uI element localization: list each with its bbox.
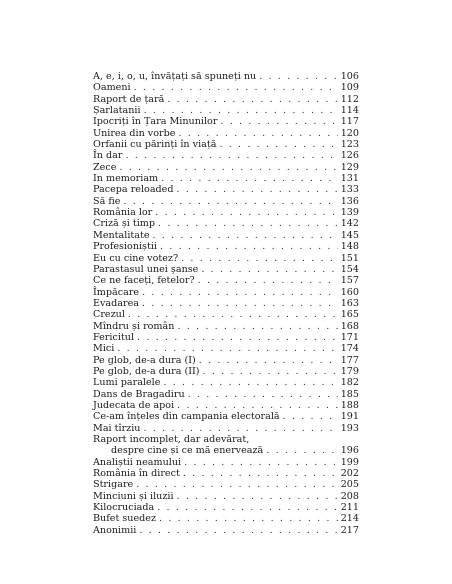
toc-entry bbox=[93, 253, 359, 264]
toc-dot-leader bbox=[259, 71, 338, 82]
toc-entry-title: Bufet suedez bbox=[93, 513, 157, 525]
toc-dot-leader bbox=[163, 377, 337, 388]
toc-entry bbox=[93, 71, 359, 82]
toc-entry-page: 117 bbox=[340, 116, 359, 128]
toc-entry-page: 214 bbox=[340, 513, 359, 525]
toc-entry-page: 202 bbox=[340, 468, 359, 480]
toc-entry bbox=[93, 230, 359, 241]
toc-dot-leader bbox=[158, 218, 338, 229]
toc-dot-leader bbox=[139, 525, 337, 536]
toc-dot-leader bbox=[220, 116, 337, 127]
toc-entry-page: 120 bbox=[340, 127, 359, 139]
toc-entry-page: 163 bbox=[340, 297, 359, 309]
toc-entry-page: 196 bbox=[340, 445, 359, 457]
toc-entry bbox=[93, 513, 359, 524]
toc-entry-page: 191 bbox=[340, 411, 359, 423]
toc-entry bbox=[93, 94, 359, 105]
toc-entry-page: 136 bbox=[340, 195, 359, 207]
toc-entry bbox=[93, 264, 359, 275]
toc-entry-page: 168 bbox=[340, 320, 359, 332]
toc-entry-page: 171 bbox=[340, 331, 359, 343]
toc-entry-page: 123 bbox=[340, 139, 359, 151]
toc-dot-leader bbox=[137, 332, 338, 343]
toc-dot-leader bbox=[134, 82, 338, 93]
toc-entry bbox=[93, 287, 359, 298]
toc-entry bbox=[93, 525, 359, 536]
toc-entry bbox=[93, 389, 359, 400]
toc-entry-page: 151 bbox=[340, 252, 359, 264]
toc-entry bbox=[93, 218, 359, 229]
toc-entry-page: 217 bbox=[340, 524, 359, 536]
toc-entry-title: Mentalitate bbox=[93, 229, 150, 241]
toc-entry-title: Pacepa reloaded bbox=[93, 184, 174, 196]
toc-entry-title: Mîndru și român bbox=[93, 320, 175, 332]
toc-entry bbox=[93, 196, 359, 207]
toc-dot-leader bbox=[177, 321, 337, 332]
toc-entry bbox=[93, 116, 359, 127]
toc-entry bbox=[93, 491, 359, 502]
toc-dot-leader bbox=[183, 468, 338, 479]
toc-dot-leader bbox=[167, 94, 337, 105]
toc-entry-page: 114 bbox=[340, 105, 359, 117]
toc-dot-leader bbox=[184, 457, 338, 468]
toc-entry-title: Raport de țară bbox=[93, 93, 165, 105]
toc-entry-title: Pe glob, de-a dura (I) bbox=[93, 354, 196, 366]
toc-entry bbox=[93, 423, 359, 434]
toc-dot-leader bbox=[119, 162, 337, 173]
toc-dot-leader bbox=[199, 355, 338, 366]
toc-entry-title: În dar bbox=[93, 150, 123, 162]
toc-entry-title-line2: despre cine și ce mă enervează bbox=[111, 445, 264, 457]
toc-entry bbox=[93, 355, 359, 366]
toc-entry bbox=[93, 400, 359, 411]
toc-entry bbox=[93, 502, 359, 513]
toc-entry bbox=[93, 139, 359, 150]
toc-entry bbox=[93, 309, 359, 320]
toc-entry-title: Zece bbox=[93, 161, 117, 173]
toc-entry bbox=[93, 479, 359, 490]
toc-entry-title: Anonimii bbox=[93, 524, 137, 536]
toc-dot-leader bbox=[136, 479, 337, 490]
toc-list bbox=[93, 457, 359, 536]
toc-entry-title: Oameni bbox=[93, 82, 131, 94]
toc-entry bbox=[93, 162, 359, 173]
toc-entry bbox=[93, 411, 359, 422]
toc-entry bbox=[93, 128, 359, 139]
toc-entry-title: Strigare bbox=[93, 479, 134, 491]
toc-entry bbox=[93, 105, 359, 116]
toc-dot-leader bbox=[198, 275, 338, 286]
toc-dot-leader bbox=[219, 139, 337, 150]
toc-entry bbox=[93, 468, 359, 479]
toc-dot-leader bbox=[283, 411, 338, 422]
toc-entry-title: Fericitul bbox=[93, 331, 135, 343]
toc-entry-title: Orfanii cu părinți în viață bbox=[93, 139, 217, 151]
toc-dot-leader bbox=[203, 366, 338, 377]
toc-entry-title: Lumi paralele bbox=[93, 377, 161, 389]
toc-entry-title: Șarlatanii bbox=[93, 105, 141, 117]
toc-entry bbox=[93, 173, 359, 184]
toc-entry bbox=[93, 82, 359, 93]
toc-dot-leader bbox=[117, 343, 337, 354]
toc-entry-title: Minciuni și iluzii bbox=[93, 490, 174, 502]
toc-entry-page: 157 bbox=[340, 275, 359, 287]
toc-dot-leader bbox=[155, 207, 337, 218]
toc-dot-leader bbox=[142, 287, 338, 298]
toc-entry bbox=[93, 377, 359, 388]
toc-entry bbox=[93, 275, 359, 286]
toc-entry-page: 208 bbox=[340, 490, 359, 502]
toc-entry-title: A, e, i, o, u, învățați să spuneți nu bbox=[93, 71, 257, 82]
toc-entry-title: Evadarea bbox=[93, 297, 139, 309]
toc-entry-title: Analiștii neamului bbox=[93, 456, 182, 468]
toc-entry-page: 126 bbox=[340, 150, 359, 162]
toc-entry-page: 199 bbox=[340, 456, 359, 468]
toc-dot-leader bbox=[160, 241, 338, 252]
toc-entry-page: 145 bbox=[340, 229, 359, 241]
toc-dot-leader bbox=[157, 502, 337, 513]
toc-entry bbox=[93, 207, 359, 218]
toc-entry-title: Dans de Bragadiru bbox=[93, 388, 185, 400]
toc-entry-multiline bbox=[93, 434, 359, 457]
toc-entry-line2-row bbox=[93, 445, 359, 456]
toc-entry bbox=[93, 457, 359, 468]
toc-entry-page: 112 bbox=[340, 93, 359, 105]
toc-dot-leader bbox=[142, 298, 338, 309]
toc-dot-leader bbox=[143, 423, 337, 434]
toc-entry-page: 142 bbox=[340, 218, 359, 230]
toc-entry-title: Crezul bbox=[93, 309, 125, 321]
toc-entry-page: 165 bbox=[340, 309, 359, 321]
toc-entry-title: Împăcare bbox=[93, 286, 140, 298]
toc-entry-page: 139 bbox=[340, 207, 359, 219]
toc-dot-leader bbox=[153, 230, 338, 241]
toc-entry-page: 177 bbox=[340, 354, 359, 366]
table-of-contents bbox=[93, 71, 359, 536]
toc-entry-title: Judecata de apoi bbox=[93, 399, 175, 411]
toc-dot-leader bbox=[123, 196, 337, 207]
toc-entry-title: Să fie bbox=[93, 195, 121, 207]
toc-entry-title: Unirea din vorbe bbox=[93, 127, 176, 139]
toc-entry-page: 182 bbox=[340, 377, 359, 389]
toc-dot-leader bbox=[177, 491, 338, 502]
toc-entry-title: Parastasul unei șanse bbox=[93, 263, 199, 275]
toc-entry-title: Kilocruciada bbox=[93, 502, 155, 514]
toc-dot-leader bbox=[159, 513, 338, 524]
toc-entry-title-line1: Raport incomplet, dar adevărat, bbox=[93, 434, 250, 445]
toc-entry bbox=[93, 241, 359, 252]
toc-entry-title: România în direct bbox=[93, 468, 180, 480]
toc-entry-title: Ce-am înțeles din campania electorală bbox=[93, 411, 280, 423]
toc-dot-leader bbox=[177, 184, 338, 195]
toc-entry-title: România lor bbox=[93, 207, 153, 219]
toc-entry-page: 188 bbox=[340, 399, 359, 411]
toc-entry-title: Ce ne faceți, fetelor? bbox=[93, 275, 195, 287]
toc-entry bbox=[93, 184, 359, 195]
toc-entry-page: 185 bbox=[340, 388, 359, 400]
toc-dot-leader bbox=[201, 264, 337, 275]
toc-entry-page: 211 bbox=[340, 502, 359, 514]
toc-dot-leader bbox=[266, 445, 337, 456]
toc-entry bbox=[93, 366, 359, 377]
toc-entry-title: Mici bbox=[93, 343, 115, 355]
toc-entry-title: Mai tîrziu bbox=[93, 422, 141, 434]
toc-entry-title: Ipocriți în Țara Minunilor bbox=[93, 116, 218, 128]
toc-entry-page: 205 bbox=[340, 479, 359, 491]
toc-dot-leader bbox=[177, 400, 338, 411]
toc-entry-title: Eu cu cine votez? bbox=[93, 252, 179, 264]
toc-dot-leader bbox=[128, 309, 338, 320]
toc-entry-title: Pe glob, de-a dura (II) bbox=[93, 365, 200, 377]
toc-entry-page: 193 bbox=[340, 422, 359, 434]
toc-entry-title: Criză și timp bbox=[93, 218, 156, 230]
toc-entry-page: 154 bbox=[340, 263, 359, 275]
toc-list bbox=[93, 71, 359, 434]
toc-entry bbox=[93, 298, 359, 309]
toc-entry-page: 148 bbox=[340, 241, 359, 253]
toc-entry-page: 160 bbox=[340, 286, 359, 298]
toc-dot-leader bbox=[144, 105, 338, 116]
toc-dot-leader bbox=[161, 173, 338, 184]
toc-dot-leader bbox=[125, 150, 337, 161]
toc-entry bbox=[93, 332, 359, 343]
toc-entry-title: In memoriam bbox=[93, 173, 159, 185]
toc-entry-page: 174 bbox=[340, 343, 359, 355]
toc-entry-page: 109 bbox=[340, 82, 359, 94]
toc-entry-page: 131 bbox=[340, 173, 359, 185]
toc-entry-page: 106 bbox=[340, 71, 359, 82]
toc-dot-leader bbox=[181, 253, 338, 264]
toc-entry bbox=[93, 150, 359, 161]
toc-entry-page: 133 bbox=[340, 184, 359, 196]
toc-entry-title: Profesioniștii bbox=[93, 241, 157, 253]
toc-entry-page: 179 bbox=[340, 365, 359, 377]
toc-entry-page: 129 bbox=[340, 161, 359, 173]
toc-dot-leader bbox=[188, 389, 338, 400]
toc-dot-leader bbox=[178, 128, 337, 139]
toc-entry bbox=[93, 343, 359, 354]
toc-entry bbox=[93, 321, 359, 332]
